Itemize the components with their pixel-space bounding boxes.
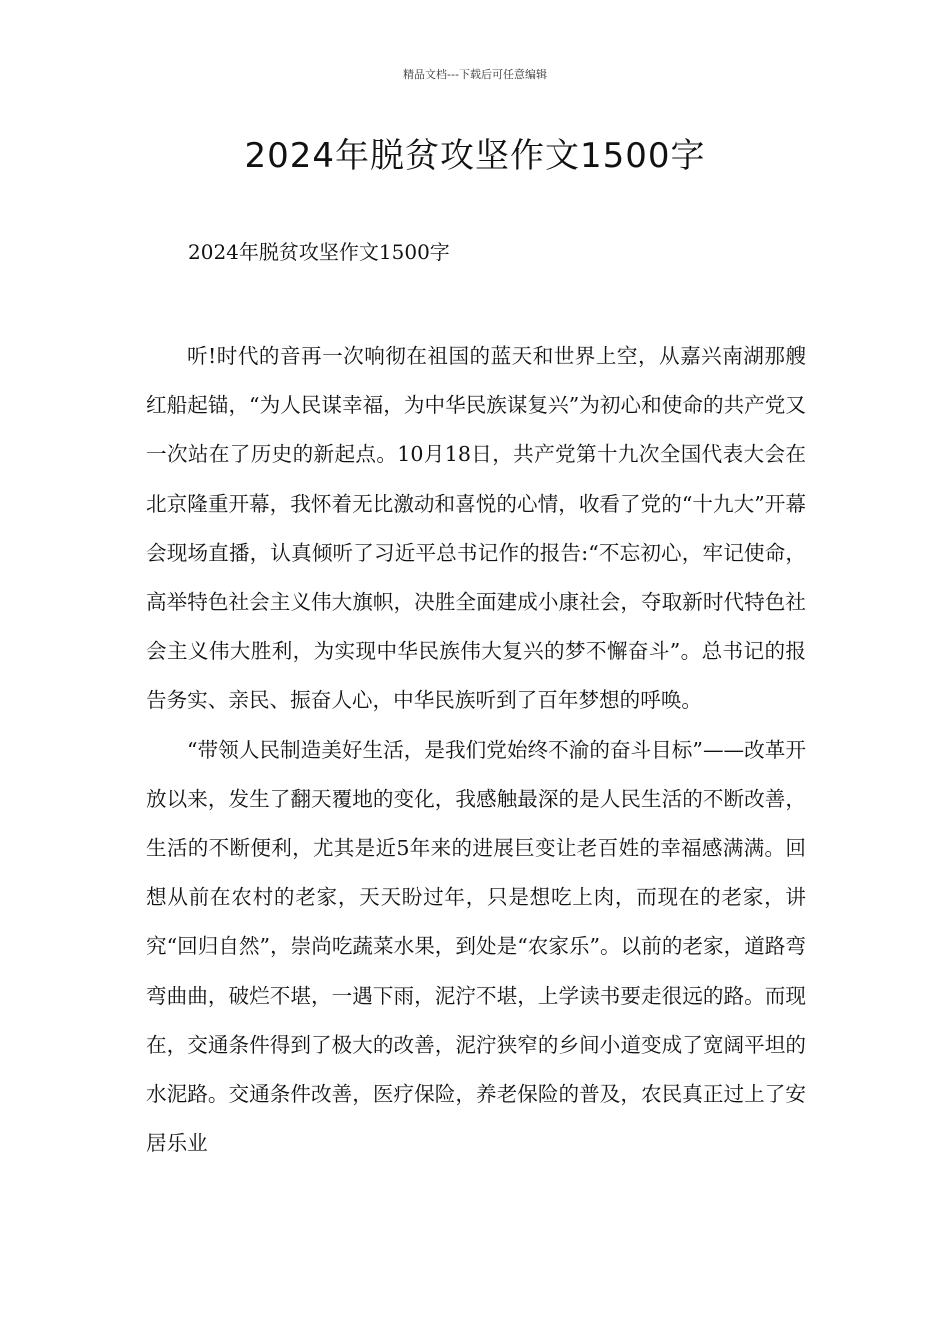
document-subtitle: 2024年脱贫攻坚作文1500字 <box>188 240 450 264</box>
paragraph-1: 听!时代的音再一次响彻在祖国的蓝天和世界上空，从嘉兴南湖那艘红船起锚，“为人民谋幸福，为中华民族谋复兴”为初心和使命的共产党又一次站在了历史的新起点。10月18日，共产党第十九次全国代表大会在北京隆重开幕，我怀着无比激动和喜悦的心情，收看了党的“十九大”开幕会现场直播，认真倾听了习近平总书记作的报告:“不忘初心，牢记使命，高举特色社会主义伟大旗帜，决胜全面建成小康社会，夺取新时代特色社会主义伟大胜利，为实现中华民族伟大复兴的梦不懈奋斗”。总书记的报告务实、亲民、振奋人心，中华民族听到了百年梦想的呼唤。 <box>146 344 806 713</box>
header-note: 精品文档---下载后可任意编辑 <box>403 68 547 81</box>
document-title: 2024年脱贫攻坚作文1500字 <box>244 136 706 176</box>
paragraph-2: “带领人民制造美好生活，是我们党始终不渝的奋斗目标”——改革开放以来，发生了翻天覆地的变化，我感触最深的是人民生活的不断改善，生活的不断便利，尤其是近5年来的进展巨变让老百姓的幸福感满满。回想从前在农村的老家，天天盼过年，只是想吃上肉，而现在的老家，讲究“回归自然”，崇尚吃蔬菜水果，到处是“农家乐”。以前的老家，道路弯弯曲曲，破烂不堪，一遇下雨，泥泞不堪，上学读书要走很远的路。而现在，交通条件得到了极大的改善，泥泞狭窄的乡间小道变成了宽阔平坦的水泥路。交通条件改善，医疗保险，养老保险的普及，农民真正过上了安居乐业 <box>146 737 806 1156</box>
document-body <box>146 332 806 1168</box>
